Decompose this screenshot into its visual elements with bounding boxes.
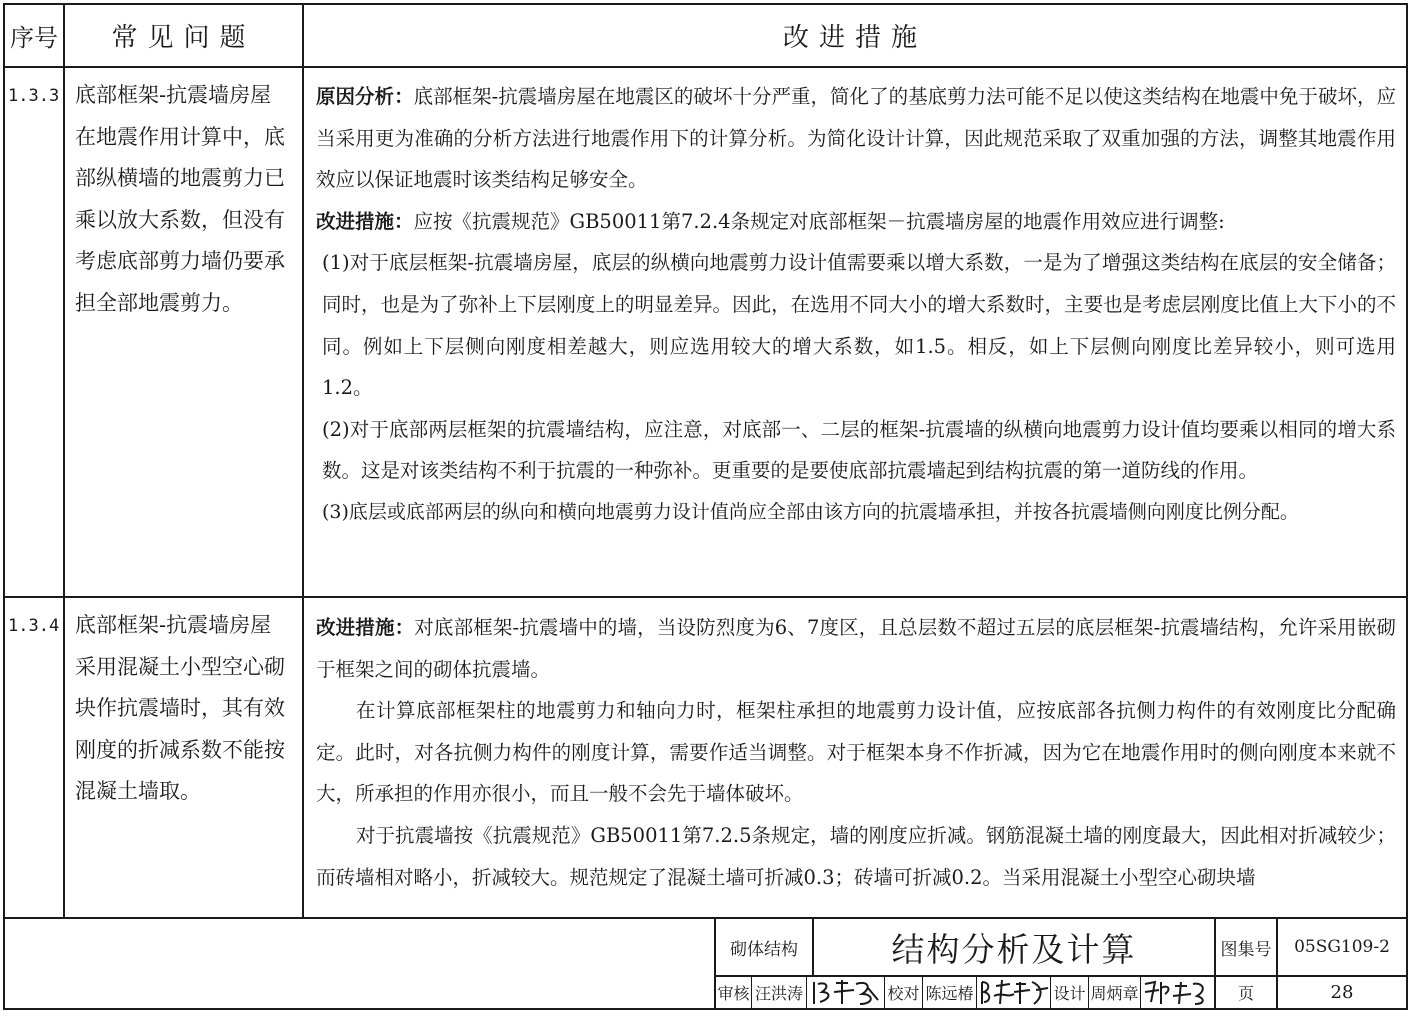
atlas-number: 05SG109-2 [1294,937,1390,957]
item-3-paragraph: (3)底层或底部两层的纵向和横向地震剪力设计值尚应全部由该方向的抗震墙承担，并按各抗震墙侧向刚度比例分配。 [322,500,1299,523]
item-1-paragraph: (1)对于底层框架-抗震墙房屋，底层的纵横向地震剪力设计值需要乘以增大系数，一是为了增强这类结构在底层的安全储备；同时，也是为了弥补上下层刚度上的明显差异。因此，在选用不同大小的增大系数时，主要也是考虑层刚度比值上大下小的不同。例如上下层侧向刚度相差越大，则应选用较大的增大系数，如1.5。相反，如上下层侧向刚度比差异较小，则可选用1.2。 [322,251,1396,400]
measure-label: 改进措施： [316,616,415,639]
body-paragraph: 在计算底部框架柱的地震剪力和轴向力时，框架柱承担的地震剪力设计值，应按底部各抗侧力构件的有效刚度比分配确定。此时，对各抗侧力构件的刚度计算，需要作适当调整。对于框架本身不作折减，因为它在地震作用时的侧向刚度本来就不大，所承担的作用亦很小，而且一般不会先于墙体破坏。 [316,699,1396,806]
review-label: 审核 [717,984,750,1003]
col-divider-1 [63,3,65,918]
cause-label: 原因分析： [316,85,414,108]
designer-signature [1141,978,1213,1008]
measure-cell [316,76,1396,534]
tb-sv2 [806,976,807,1009]
frame-bottom [3,1008,1408,1010]
category-label: 砌体结构 [730,939,798,960]
row-index: 1.3.4 [8,616,60,636]
col-divider-2 [302,3,304,918]
checker-name: 陈远椿 [925,984,974,1003]
reviewer-name: 汪洪涛 [754,984,803,1003]
measure-cell [316,607,1396,899]
tb-sv5 [976,976,977,1009]
drawing-title: 结构分析及计算 [891,929,1137,969]
header-problem: 常见问题 [111,23,256,53]
page-label: 页 [1237,984,1254,1003]
design-label: 设计 [1053,984,1086,1003]
check-label: 校对 [887,984,920,1003]
page-number: 28 [1330,982,1354,1003]
body-paragraph: 对于抗震墙按《抗震规范》GB50011第7.2.5条规定，墙的刚度应折减。钢筋混凝土墙的刚度最大，因此相对折减较少；而砖墙相对略小，折减较大。规范规定了混凝土墙可折减0.3；砖墙可折减0.2。当采用混凝土小型空心砌块墙 [316,823,1396,889]
problem-text: 底部框架-抗震墙房屋采用混凝土小型空心砌块作抗震墙时，其有效刚度的折减系数不能按混凝土墙取。 [75,613,285,803]
frame-right [1406,3,1408,1010]
designer-name: 周炳章 [1090,984,1139,1003]
measure-paragraph: 改进措施：应按《抗震规范》GB50011第7.2.4条规定对底部框架－抗震墙房屋的地震作用效应进行调整: [316,209,1225,233]
problem-text: 底部框架-抗震墙房屋在地震作用计算中，底部纵横墙的地震剪力已乘以放大系数，但没有考虑底部剪力墙仍要承担全部地震剪力。 [75,83,285,315]
reviewer-signature [808,978,884,1008]
item-2-paragraph: (2)对于底部两层框架的抗震墙结构，应注意，对底部一、二层的框架-抗震墙的纵横向地震剪力设计值均要乘以相同的增大系数。这是对该类结构不利于抗震的一种弥补。更重要的是要使底部抗震墙起到结构抗震的第一道防线的作用。 [322,417,1396,483]
cause-analysis-paragraph: 原因分析：底部框架-抗震墙房屋在地震区的破坏十分严重，简化了的基底剪力法可能不足以使这类结构在地震中免于破坏，应当采用更为准确的分析方法进行地震作用下的计算分析。为简化设计计算，因此规范采取了双重加强的方法，调整其地震作用效应以保证地震时该类结构足够安全。 [316,85,1396,192]
header-measure: 改进措施 [782,23,927,53]
atlas-label: 图集号 [1220,939,1272,960]
measure-paragraph: 改进措施：对底部框架-抗震墙中的墙，当设防烈度为6、7度区，且总层数不超过五层的底层框架-抗震墙结构，允许采用嵌砌于框架之间的砌体抗震墙。 [316,616,1396,681]
row-divider [3,596,1408,598]
header-index: 序号 [10,24,58,52]
header-divider [3,66,1408,68]
frame-left [3,3,5,1010]
checker-signature [978,978,1050,1008]
measure-label: 改进措施： [316,209,414,233]
row-index: 1.3.3 [8,86,60,106]
